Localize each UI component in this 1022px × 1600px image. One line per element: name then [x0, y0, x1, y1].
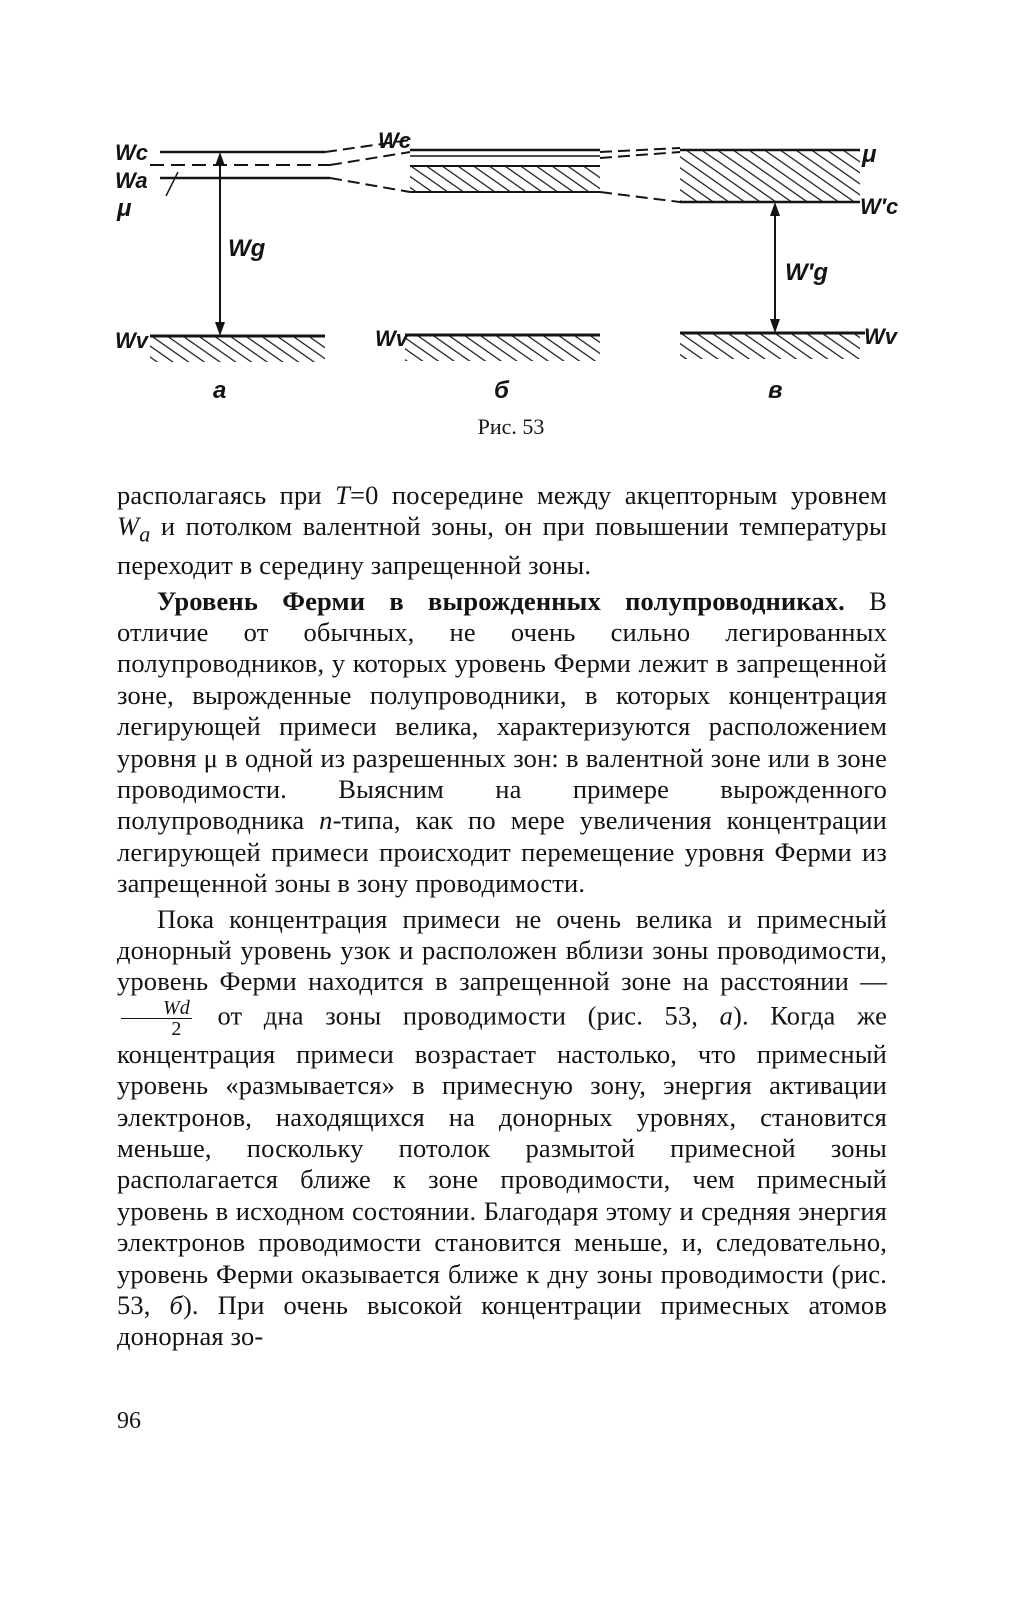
- panel-a-wv-label: Wv: [115, 328, 148, 353]
- paragraph-3: Пока концентрация примеси не очень велика и примесный донорный уровень узок и расположен вблизи зоны проводимости, уровень Ферми находится в запрещенной зоне на расстоянии — $\frac{Wd}{2}$ от дна зоны проводимости (рис. 53, а). Когда же концентрация примеси возрастает настолько, что примесный уровень «размывается» в примесную зону, энергия активации электронов, находящихся на донорных уровнях, становится меньше, поскольку потолок размытой примесной зоны располагается ближе к зоне проводимости, чем примесный уровень в исходном состоянии. Благодаря этому и средняя энергия электронов проводимости становится меньше, и, следовательно, уровень Ферми оказывается ближе к дну зоны проводимости (рис. 53, б). При очень высокой концентрации примесных атомов донорная зо-: [117, 903, 887, 1352]
- panel-c: [680, 141, 899, 404]
- panel-b-letter: б: [494, 377, 509, 404]
- panel-c-wg-label: W′g: [785, 259, 829, 286]
- panel-c-wc-label: W′c: [860, 194, 899, 219]
- panel-b-valence-band: [405, 335, 600, 361]
- figure-caption: Рис. 53: [477, 414, 545, 439]
- panel-a: [115, 140, 330, 404]
- fraction-wd-over-2: $\frac{Wd}{2}$: [121, 998, 192, 1039]
- panel-a-valence-band: [150, 336, 325, 362]
- panel-a-letter: а: [213, 377, 227, 404]
- panel-b-impurity-band: [410, 166, 600, 192]
- panel-c-letter: в: [768, 377, 783, 404]
- panel-b: [375, 128, 600, 404]
- panel-b-wv-label: Wv: [375, 326, 408, 351]
- panel-b-wc-label: Wc: [378, 128, 411, 153]
- panel-c-wv-label: Wv: [864, 324, 897, 349]
- panel-a-mu-label: μ: [117, 195, 132, 222]
- paragraph-1: располагаясь при T=0 посередине между акцепторным уровнем $W_a$ и потолком валентной зоны, он при повышении температуры переходит в середину запрещенной зоны.: [117, 480, 887, 581]
- panel-a-wc-label: Wc: [115, 140, 148, 165]
- connector-b-c: [600, 148, 680, 202]
- panel-a-arrow-top: [215, 152, 225, 166]
- section-heading: Уровень Ферми в вырожденных полупроводниках.: [157, 585, 845, 616]
- panel-a-wa-label: Wa: [115, 168, 148, 193]
- panel-c-conduction-band: [680, 150, 860, 202]
- body-text: [117, 480, 887, 1353]
- page-number: 96: [117, 1408, 141, 1434]
- panel-c-valence-band: [680, 333, 860, 359]
- panel-a-wg-label: Wg: [228, 235, 266, 262]
- panel-a-arrow-bottom: [215, 322, 225, 336]
- band-diagram-figure: [0, 0, 1022, 410]
- panel-c-mu-label: μ: [862, 141, 877, 168]
- paragraph-2: Уровень Ферми в вырожденных полупроводниках. В отличие от обычных, не очень сильно легированных полупроводников, у которых уровень Ферми лежит в запрещенной зоне, вырожденные полупроводники, в которых концентрация легирующей примеси велика, характеризуются расположением уровня μ в одной из разрешенных зон: в валентной зоне или в зоне проводимости. Выясним на примере вырожденного полупроводника n-типа, как по мере увеличения концентрации легирующей примеси происходит перемещение уровня Ферми из запрещенной зоны в зону проводимости.: [117, 585, 887, 899]
